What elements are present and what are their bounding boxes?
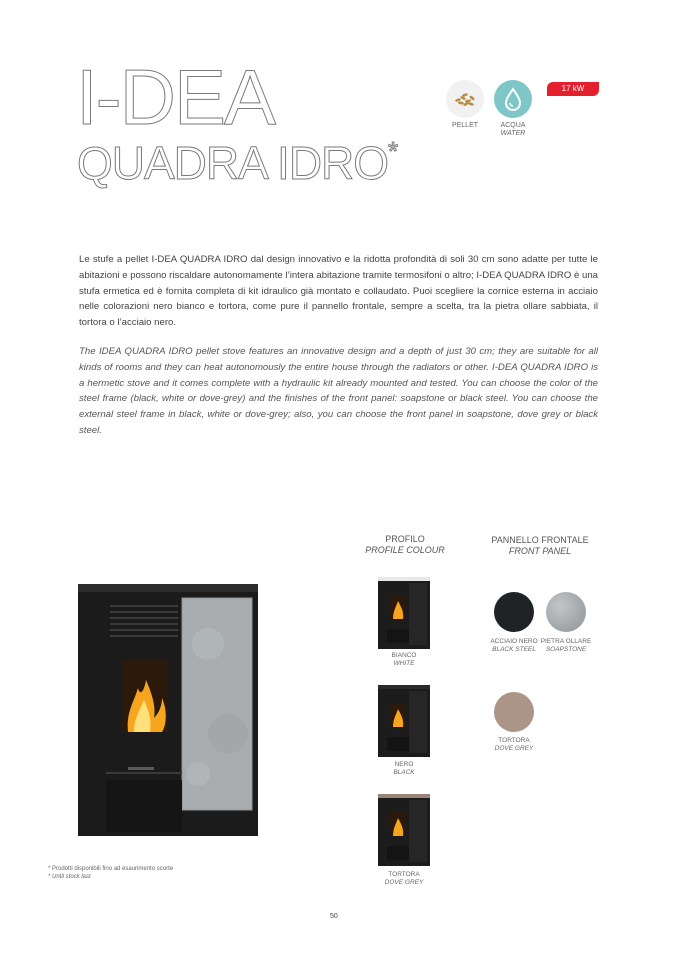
swatch-soapstone[interactable] (546, 592, 586, 632)
panel-label-soapstone (536, 638, 596, 654)
water-drop-icon (494, 80, 532, 118)
profile-label-dove-grey (372, 871, 436, 887)
panel-name-black-steel: ACCIAIO NERO (490, 638, 538, 645)
panel-name-en-dove-grey: DOVE GREY (494, 745, 534, 752)
panel-name-dove-grey: TORTORA (498, 737, 530, 744)
profile-label-white (372, 652, 436, 668)
profile-thumb-white[interactable] (378, 577, 430, 649)
panel-heading (480, 535, 600, 557)
pellet-icon (446, 80, 484, 118)
profile-name-en-dove-grey: DOVE GREY (384, 879, 424, 886)
swatch-dove-grey[interactable] (494, 692, 534, 732)
description-english: The IDEA QUADRA IDRO pellet stove features an innovative design and a depth of just 30 cm; they are suitable for all kinds of rooms and they can heat autonomously the entire house through the radiators or other. I-DEA QUADRA IDRO is a hermetic stove and it comes complete with a hydraulic kit already mounted and tested. You can choose the color of the steel frame (black, white or dove-grey) and the finishes of the front panel: soapstone or black steel. You can choose the external steel frame in black, white or dove-grey; also, you can choose the front panel in soapstone, dove grey or black steel. (79, 346, 598, 436)
profile-heading-en: PROFILE COLOUR (365, 545, 445, 555)
water-label-en: WATER (500, 130, 526, 137)
profile-name-dove-grey: TORTORA (388, 871, 420, 878)
panel-label-black-steel (484, 638, 544, 654)
pellet-label: PELLET (451, 122, 479, 129)
profile-label-black (372, 761, 436, 777)
panel-name-soapstone: PIETRA OLLARE (540, 638, 592, 645)
profile-name-en-white: WHITE (393, 660, 415, 667)
profile-heading-it: PROFILO (385, 534, 425, 544)
panel-heading-it: PANNELLO FRONTALE (491, 535, 589, 545)
water-label (494, 122, 532, 138)
profile-thumb-black[interactable] (378, 685, 430, 757)
profile-thumb-dove-grey[interactable] (378, 794, 430, 866)
swatch-black-steel[interactable] (494, 592, 534, 632)
profile-name-white: BIANCO (391, 652, 417, 659)
panel-label-dove-grey (484, 737, 544, 753)
asterisk-mark: * (388, 136, 398, 166)
product-subtitle: QUADRA IDRO (77, 137, 389, 189)
power-badge: 17 kW (547, 82, 599, 96)
profile-name-en-black: BLACK (393, 769, 415, 776)
panel-name-en-black-steel: BLACK STEEL (492, 646, 536, 653)
description-italian: Le stufe a pellet I-DEA QUADRA IDRO dal design innovativo e la ridotta profondità di soli 30 cm sono adatte per tutte le abitazioni e possono riscaldare autonomamente l’intera abitazione tramite termosifoni o altro; I-DEA QUADRA IDRO è una stufa ermetica ed è fornita completa di kit idraulico già montato e collaudato. Puoi scegliere la cornice esterna in acciaio nelle colorazioni nero bianco e tortora, come pure il pannello frontale, sempre a scelta, tra la pietra ollare sabbiata, il tortora o l’acciaio nero. (79, 254, 598, 329)
profile-name-black: NERO (394, 761, 414, 768)
panel-heading-en: FRONT PANEL (508, 546, 572, 556)
water-label-it: ACQUA (500, 122, 526, 129)
panel-name-en-soapstone: SOAPSTONE (545, 646, 587, 653)
product-title-line1: I-DEA (76, 53, 275, 141)
page-number: 50 (330, 913, 338, 920)
product-title-line2 (77, 136, 398, 189)
profile-heading (345, 534, 465, 556)
stove-main-image (78, 584, 258, 836)
footnote-english: * Until stock last (48, 874, 91, 880)
footnote-italian: * Prodotti disponibili fino ad esaurimento scorte (48, 866, 174, 872)
